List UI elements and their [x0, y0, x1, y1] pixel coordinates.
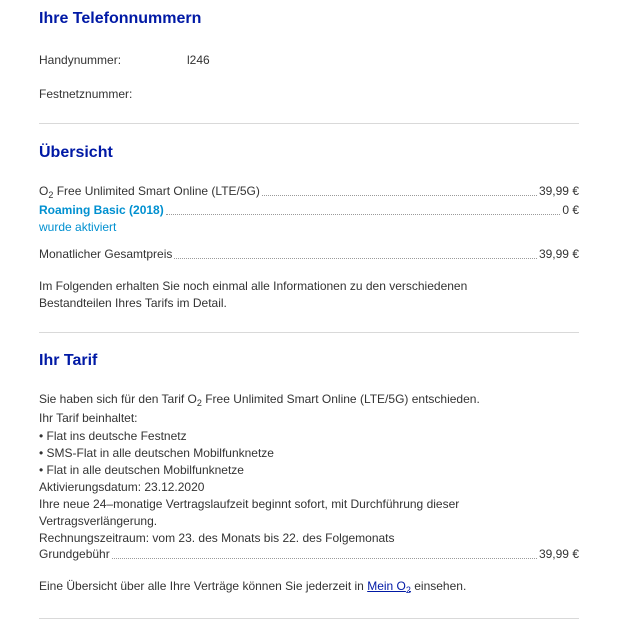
phones-title: Ihre Telefonnummern: [39, 10, 202, 27]
base-fee-row: [39, 546, 579, 562]
total-price-label: Monatlicher Gesamtpreis: [39, 247, 173, 261]
activation-date: Aktivierungsdatum: 23.12.2020: [39, 480, 205, 494]
dotted-leader: [262, 195, 537, 196]
roaming-option-label: Roaming Basic (2018): [39, 203, 164, 217]
total-price: 39,99 €: [538, 247, 579, 261]
term-line-1: Ihre neue 24–monatige Vertragslaufzeit beginnt sofort, mit Durchführung dieser: [39, 497, 460, 511]
overview-title: Übersicht: [39, 144, 113, 161]
base-fee-label: Grundgebühr: [39, 547, 110, 561]
mobile-number-value: l246: [187, 53, 210, 67]
billing-period: Rechnungszeitraum: vom 23. des Monats bis 22. des Folgemonats: [39, 531, 395, 545]
roaming-price-row: [39, 202, 579, 218]
total-price-row: [39, 246, 579, 262]
dotted-leader: [112, 558, 537, 559]
overview-info-line-2: Bestandteilen Ihres Tarifs im Detail.: [39, 296, 227, 310]
landline-number-label: Festnetznummer:: [39, 87, 133, 101]
feature-item: • SMS-Flat in alle deutschen Mobilfunknetze: [39, 446, 274, 460]
landline-number-row: [39, 86, 132, 102]
mobile-number-label: Handynummer:: [39, 53, 122, 67]
dotted-leader: [166, 214, 561, 215]
contracts-overview-text: Eine Übersicht über alle Ihre Verträge können Sie jederzeit in Mein $O_2$ einsehen.: [39, 579, 467, 595]
feature-item: • Flat ins deutsche Festnetz: [39, 429, 187, 443]
tariff-title: Ihr Tarif: [39, 352, 98, 369]
feature-item: • Flat in alle deutschen Mobilfunknetze: [39, 463, 244, 477]
tariff-price: 39,99 €: [538, 184, 579, 198]
roaming-price: 0 €: [562, 203, 579, 217]
tariff-price-row: [39, 183, 579, 199]
dotted-leader: [174, 258, 537, 259]
tariff-name: $O_2$ Free Unlimited Smart Online (LTE/5G): [39, 184, 260, 200]
tariff-chosen-text: Sie haben sich für den Tarif $O_2$ Free Unlimited Smart Online (LTE/5G) entschieden.: [39, 392, 480, 408]
term-line-2: Vertragsverlängerung.: [39, 514, 158, 528]
base-fee-price: 39,99 €: [538, 547, 579, 561]
roaming-status: wurde aktiviert: [39, 220, 117, 234]
divider: [39, 123, 579, 124]
mobile-number-row: [39, 52, 210, 68]
divider: [39, 618, 579, 619]
tariff-includes-label: Ihr Tarif beinhaltet:: [39, 411, 138, 425]
divider: [39, 332, 579, 333]
mein-o2-link[interactable]: Mein $O_2$: [367, 579, 411, 595]
overview-info-line-1: Im Folgenden erhalten Sie noch einmal alle Informationen zu den verschiedenen: [39, 279, 468, 293]
